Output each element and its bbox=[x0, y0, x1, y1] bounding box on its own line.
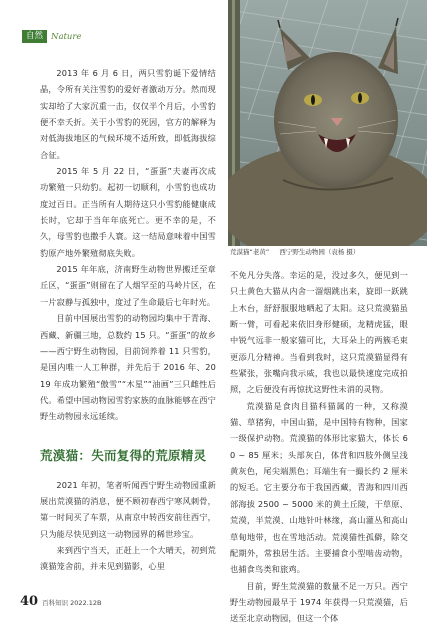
paragraph: 荒漠猫是食肉目猫科猫属的一种，又称漠猫、草猪狗，中国山猫，是中国特有物种，国家一级保护动物。荒漠猫的体形比家猫大，体长 60 ~ 85 厘米；头部灰白，体背和四肢外侧呈浅黄灰色，尾尖端黑色；耳端生有一撮长约 2 厘米的短毛。它主要分布于我国西藏，青海和四川西部海拔 2500 ~ 5000 米的黄土丘陵，干草原、荒漠，半荒漠、山地针叶林缘，高山灌丛和高山草甸地带，也在雪地活动。荒漠猫性孤僻，除交配期外，常独居生活。主要捕食小型啮齿动物，也捕食鸟类和旅鸡。 bbox=[230, 400, 408, 575]
caption-credit: 西宁野生动物园（袁杨 摄） bbox=[279, 248, 360, 256]
journal-issue: 百科知识 2022.12B bbox=[42, 599, 102, 607]
photo-caption bbox=[230, 247, 420, 256]
caption-title: 荒漠猫“老黄” bbox=[230, 248, 270, 256]
desert-cat-photo bbox=[228, 0, 427, 246]
paragraph: 不免凡分失落。幸运的是，没过多久，便见到一只土黄色大猫从内舍一溜烟跳出来，旋即一跃跳上木台，舒舒服服地晒起了太阳。这只荒漠猫虽断一臂，可看起来依旧身形健硕，龙精虎猛，眼中锐气远非一般家猫可比，大耳朵上的两簇毛束更添几分精神。当看到我时，这只荒漠猫显得有些紧张，张嘴向我示威，我也以最快速度完成拍照，之后便没有再惊扰这野性未消的灵物。 bbox=[230, 270, 408, 395]
paragraph: 来到西宁当天，正赶上一个大晴天，初到荒漠猫笼舍前，并未见到猫影，心里 bbox=[40, 544, 216, 572]
paragraph: 2015 年 5 月 22 日，“蛋蛋”夫妻再次成功繁殖一只幼豹。起初一切顺利，小雪豹也成功度过百日。正当所有人期待这只小雪豹能健康成长时，它却于当年年底死亡。更不幸的是，不久，母雪豹也撒手人寰。这一结局意味着中国雪豹原产地外繁殖彻底失败。 bbox=[40, 166, 216, 258]
left-column bbox=[40, 65, 216, 575]
paragraph: 目前中国展出雪豹的动物园均集中于青海、西藏、新疆三地，总数约 15 只。“蛋蛋”的故乡——西宁野生动物园，目前饲养着 11 只雪豹，是国内唯一人工种群，并先后于 2016 年、2019 年成功繁殖“傲雪”“木星”“油画”三只雌性后代。希望中国动物园雪豹家族的血脉能够在西宁野生动物园永远延续。 bbox=[40, 313, 216, 422]
right-column bbox=[230, 267, 408, 627]
section-english: Nature bbox=[51, 31, 82, 42]
page-number: 40 bbox=[20, 594, 39, 609]
section-tag: 自然 bbox=[22, 30, 47, 43]
section-header bbox=[22, 30, 82, 43]
page-footer bbox=[20, 594, 102, 609]
section-subheading: 荒漠猫：失而复得的荒原精灵 bbox=[40, 447, 207, 463]
paragraph: 目前，野生荒漠猫的数量不足一万只。西宁野生动物园最早于 1974 年获得一只荒漠猫，后送至北京动物园，但这一个体 bbox=[230, 580, 408, 624]
paragraph: 2013 年 6 月 6 日，两只雪豹诞下爱情结晶，令所有关注雪豹的爱好者激动万分。然而现实却给了大家沉重一击，仅仅半个月后，小雪豹便不幸夭折。关于小雪豹的死因，官方的解释为对低海拔地区的气候环境不适所致，即低海拔综合征。 bbox=[40, 68, 216, 160]
paragraph: 2015 年年底，济南野生动物世界搬迁至章丘区，“蛋蛋”则留在了人烟罕至的马岭片区，在一片寂静与孤独中，度过了生命最后七年时光。 bbox=[40, 264, 216, 307]
paragraph: 2021 年初，笔者听闻西宁野生动物园重新展出荒漠猫的消息，便不顾初春西宁寒风刺骨，第一时间买了车票，从南京中转西安前往西宁，只为能尽快见到这一动物园界的稀世珍宝。 bbox=[40, 479, 216, 539]
